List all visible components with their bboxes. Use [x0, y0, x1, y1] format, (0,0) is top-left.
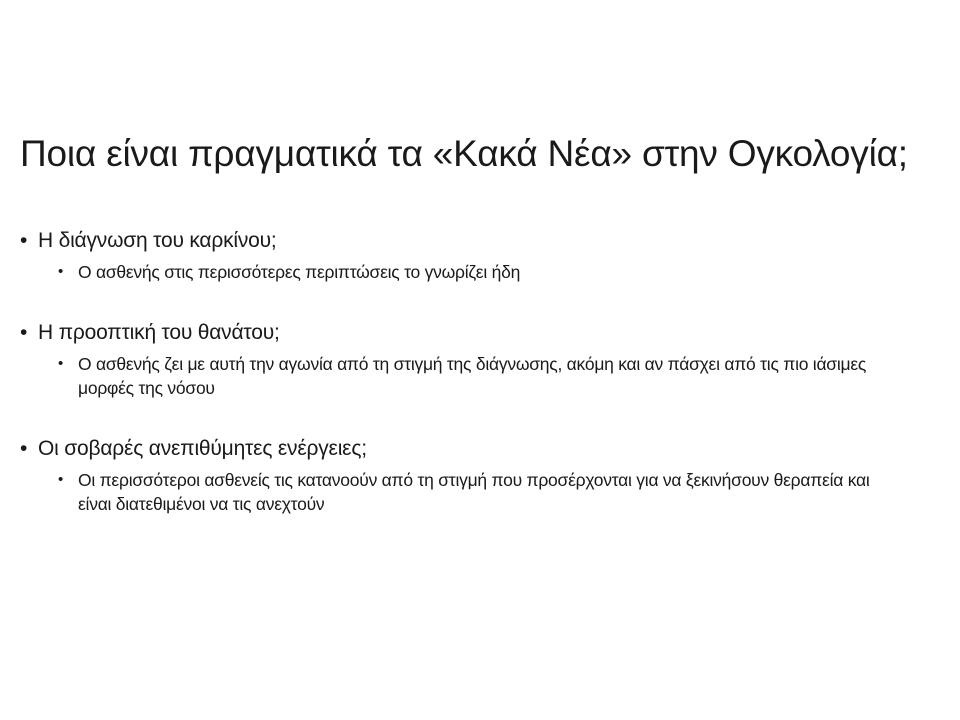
- bullet-group: [20, 434, 920, 516]
- sub-bullet-item: [20, 260, 878, 284]
- sub-bullet-item: [20, 352, 878, 400]
- bullet-group: [20, 226, 920, 284]
- bullet-text: Η προοπτική του θανάτου;: [38, 321, 280, 344]
- bullet-dot: •: [20, 321, 28, 344]
- bullet-text: Η διάγνωση του καρκίνου;: [38, 229, 277, 252]
- bullet-item: [20, 226, 920, 256]
- sub-bullet-list: [20, 260, 920, 284]
- sub-bullet-text: Οι περισσότεροι ασθενείς τις κατανοούν από τη στιγμή που προσέρχονται για να ξεκινήσουν θεραπεία και είναι διατεθιμένοι να τις ανεχτούν: [78, 470, 870, 514]
- bullet-item: [20, 318, 920, 348]
- sub-bullet-text: Ο ασθενής ζει με αυτή την αγωνία από τη στιγμή της διάγνωσης, ακόμη και αν πάσχει από τις πιο ιάσιμες μορφές της νόσου: [78, 354, 867, 398]
- sub-bullet-list: [20, 468, 920, 516]
- sub-bullet-item: [20, 468, 878, 516]
- sub-bullet-text: Ο ασθενής στις περισσότερες περιπτώσεις το γνωρίζει ήδη: [78, 262, 521, 282]
- bullet-group: [20, 318, 920, 400]
- sub-bullet-dot: •: [58, 263, 64, 280]
- slide-title: Ποια είναι πραγματικά τα «Κακά Νέα» στην Ογκολογία;: [20, 133, 908, 174]
- bullet-text: Οι σοβαρές ανεπιθύμητες ενέργειες;: [38, 437, 367, 460]
- sub-bullet-list: [20, 352, 920, 400]
- bullet-item: [20, 434, 920, 464]
- bullet-dot: •: [20, 437, 28, 460]
- bullet-dot: •: [20, 229, 28, 252]
- bullet-list: [20, 226, 920, 516]
- sub-bullet-dot: •: [58, 355, 64, 372]
- sub-bullet-dot: •: [58, 471, 64, 488]
